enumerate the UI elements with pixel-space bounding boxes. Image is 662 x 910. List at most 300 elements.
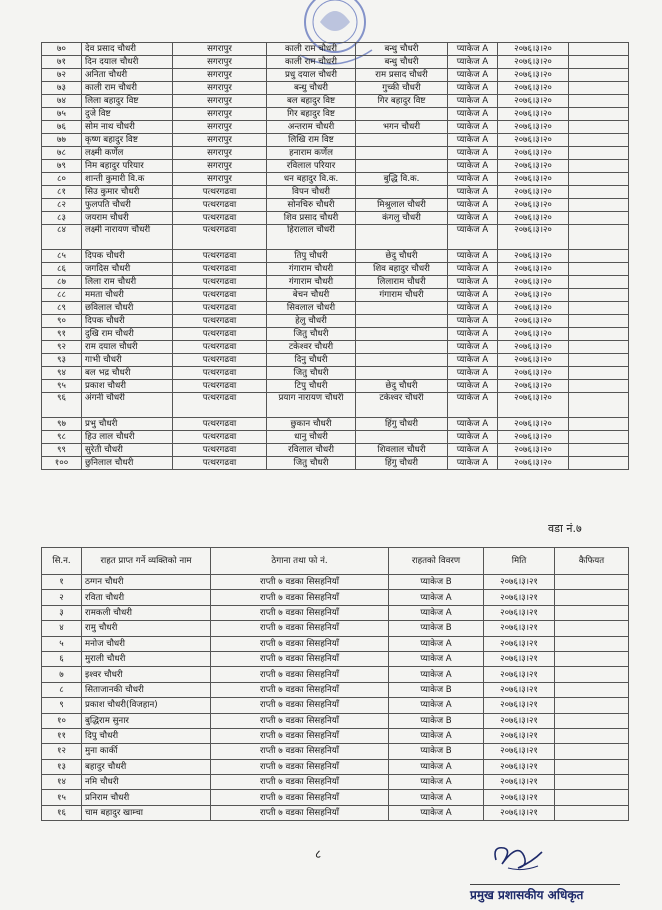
father-name-cell: हिरालाल चौधरी — [267, 225, 356, 250]
father-name-cell: रविलाल परियार — [267, 160, 356, 173]
address-cell: सगरापुर — [173, 108, 267, 121]
father-name-cell: तिपु चौधरी — [267, 250, 356, 263]
name-cell: ठग्गन चौधरी — [82, 575, 211, 590]
header-address: ठेगाना तथा फो नं. — [211, 548, 389, 575]
remarks-cell — [569, 186, 629, 199]
table-row — [42, 95, 629, 108]
date-cell: २०७६।३।२० — [498, 276, 569, 289]
name-cell: ममता चौधरी — [82, 289, 173, 302]
address-cell: सगरापुर — [173, 69, 267, 82]
remarks-cell — [569, 457, 629, 470]
table-row — [42, 775, 629, 790]
serial-cell: ८७ — [42, 276, 82, 289]
date-cell: २०७६।३।२० — [498, 431, 569, 444]
father-name-cell: जितु चौधरी — [267, 457, 356, 470]
father-name-cell: छुकान चौधरी — [267, 418, 356, 431]
date-cell: २०७६।३।२० — [498, 393, 569, 418]
package-cell: प्याकेज A — [448, 69, 498, 82]
date-cell: २०७६।३।२१ — [484, 636, 555, 651]
remarks-cell — [569, 328, 629, 341]
remarks-cell — [569, 173, 629, 186]
serial-cell: ७० — [42, 43, 82, 56]
table-row — [42, 82, 629, 95]
table-row — [42, 636, 629, 651]
address-cell: राप्ती ७ वडका सिसहनियाँ — [211, 682, 389, 697]
page-number: ८ — [315, 847, 322, 861]
serial-cell: ९५ — [42, 380, 82, 393]
name-cell: मुना कार्की — [82, 744, 211, 759]
address-cell: पत्थरगढवा — [173, 367, 267, 380]
address-cell: राप्ती ७ वडका सिसहनियाँ — [211, 575, 389, 590]
table-row — [42, 698, 629, 713]
address-cell: पत्थरगढवा — [173, 341, 267, 354]
ward7-title: वडा नं.७ — [548, 522, 582, 535]
remarks-cell — [569, 276, 629, 289]
package-cell: प्याकेज A — [389, 667, 484, 682]
name-cell: अंगनी चौधरी — [82, 393, 173, 418]
address-cell: पत्थरगढवा — [173, 302, 267, 315]
date-cell: २०७६।३।२० — [498, 186, 569, 199]
grandfather-name-cell: मिश्रुलाल चौधरी — [356, 199, 448, 212]
package-cell: प्याकेज A — [448, 95, 498, 108]
date-cell: २०७६।३।२० — [498, 457, 569, 470]
address-cell: राप्ती ७ वडका सिसहनियाँ — [211, 775, 389, 790]
remarks-cell — [569, 289, 629, 302]
remarks-cell — [569, 250, 629, 263]
date-cell: २०७६।३।२१ — [484, 605, 555, 620]
date-cell: २०७६।३।२० — [498, 354, 569, 367]
package-cell: प्याकेज A — [448, 457, 498, 470]
name-cell: दिपु चौधरी — [82, 728, 211, 743]
grandfather-name-cell: गंगाराम चौधरी — [356, 289, 448, 302]
package-cell: प्याकेज A — [448, 121, 498, 134]
grandfather-name-cell — [356, 134, 448, 147]
package-cell: प्याकेज A — [448, 134, 498, 147]
remarks-cell — [555, 805, 629, 820]
serial-cell: ९८ — [42, 431, 82, 444]
table-row — [42, 121, 629, 134]
package-cell: प्याकेज A — [448, 82, 498, 95]
serial-cell: ९२ — [42, 341, 82, 354]
address-cell: सगरापुर — [173, 160, 267, 173]
father-name-cell: गिर बहादुर विष्ट — [267, 108, 356, 121]
table-row — [42, 605, 629, 620]
father-name-cell: जितु चौधरी — [267, 367, 356, 380]
date-cell: २०७६।३।२० — [498, 43, 569, 56]
remarks-cell — [569, 418, 629, 431]
remarks-cell — [555, 682, 629, 697]
package-cell: प्याकेज A — [389, 651, 484, 666]
package-cell: प्याकेज B — [389, 575, 484, 590]
package-cell: प्याकेज A — [389, 790, 484, 805]
name-cell: दुखि राम चौधरी — [82, 328, 173, 341]
grandfather-name-cell: भगन चौधरी — [356, 121, 448, 134]
remarks-cell — [569, 95, 629, 108]
serial-cell: १५ — [42, 790, 82, 805]
serial-cell: १६ — [42, 805, 82, 820]
table-row — [42, 457, 629, 470]
package-cell: प्याकेज B — [389, 621, 484, 636]
grandfather-name-cell: हिंगु चौधरी — [356, 457, 448, 470]
address-cell: राप्ती ७ वडका सिसहनियाँ — [211, 805, 389, 820]
address-cell: पत्थरगढवा — [173, 457, 267, 470]
package-cell: प्याकेज A — [448, 418, 498, 431]
serial-cell: ९४ — [42, 367, 82, 380]
package-cell: प्याकेज A — [448, 250, 498, 263]
grandfather-name-cell: शिवलाल चौधरी — [356, 444, 448, 457]
date-cell: २०७६।३।२० — [498, 225, 569, 250]
table-row — [42, 328, 629, 341]
remarks-cell — [569, 341, 629, 354]
address-cell: सगरापुर — [173, 95, 267, 108]
father-name-cell: विपन चौधरी — [267, 186, 356, 199]
address-cell: पत्थरगढवा — [173, 418, 267, 431]
name-cell: छुनिलाल चौधरी — [82, 457, 173, 470]
father-name-cell: टकेश्वर चौधरी — [267, 341, 356, 354]
package-cell: प्याकेज A — [448, 315, 498, 328]
name-cell: सोम नाथ चौधरी — [82, 121, 173, 134]
address-cell: राप्ती ७ वडका सिसहनियाँ — [211, 636, 389, 651]
serial-cell: ९ — [42, 698, 82, 713]
table-row — [42, 367, 629, 380]
father-name-cell: बेचन चौधरी — [267, 289, 356, 302]
serial-cell: ९६ — [42, 393, 82, 418]
remarks-cell — [555, 575, 629, 590]
table-row — [42, 276, 629, 289]
grandfather-name-cell: राम प्रसाद चौधरी — [356, 69, 448, 82]
grandfather-name-cell — [356, 302, 448, 315]
remarks-cell — [555, 775, 629, 790]
table-row — [42, 302, 629, 315]
name-cell: निम बहादुर परियार — [82, 160, 173, 173]
table-row — [42, 667, 629, 682]
remarks-cell — [569, 121, 629, 134]
table-row — [42, 108, 629, 121]
address-cell: राप्ती ७ वडका सिसहनियाँ — [211, 728, 389, 743]
address-cell: पत्थरगढवा — [173, 393, 267, 418]
address-cell: पत्थरगढवा — [173, 315, 267, 328]
remarks-cell — [569, 134, 629, 147]
father-name-cell: टिपु चौधरी — [267, 380, 356, 393]
date-cell: २०७६।३।२० — [498, 69, 569, 82]
table-row — [42, 728, 629, 743]
name-cell: प्रनिराम चौधरी — [82, 790, 211, 805]
table-row — [42, 186, 629, 199]
remarks-cell — [569, 82, 629, 95]
table-row — [42, 444, 629, 457]
package-cell: प्याकेज A — [389, 636, 484, 651]
remarks-cell — [555, 651, 629, 666]
table-row — [42, 805, 629, 820]
package-cell: प्याकेज A — [448, 212, 498, 225]
name-cell: छविलाल चौधरी — [82, 302, 173, 315]
package-cell: प्याकेज B — [389, 713, 484, 728]
table-row — [42, 263, 629, 276]
serial-cell: ११ — [42, 728, 82, 743]
name-cell: जयराम चौधरी — [82, 212, 173, 225]
father-name-cell: सोनचिरु चौधरी — [267, 199, 356, 212]
table-row — [42, 56, 629, 69]
table-row — [42, 43, 629, 56]
table-row — [42, 682, 629, 697]
header-name: राहत प्राप्त गर्ने व्यक्तिको नाम — [82, 548, 211, 575]
name-cell: दुजे विष्ट — [82, 108, 173, 121]
date-cell: २०७६।३।२१ — [484, 590, 555, 605]
serial-cell: ७४ — [42, 95, 82, 108]
table-row — [42, 790, 629, 805]
package-cell: प्याकेज B — [389, 744, 484, 759]
remarks-cell — [569, 315, 629, 328]
date-cell: २०७६।३।२० — [498, 367, 569, 380]
grandfather-name-cell: गुच्की चौधरी — [356, 82, 448, 95]
date-cell: २०७६।३।२० — [498, 173, 569, 186]
serial-cell: २ — [42, 590, 82, 605]
remarks-cell — [555, 759, 629, 774]
table-row — [42, 212, 629, 225]
remarks-cell — [569, 367, 629, 380]
remarks-cell — [555, 590, 629, 605]
table-row — [42, 431, 629, 444]
grandfather-name-cell — [356, 186, 448, 199]
name-cell: हिउ लाल चौधरी — [82, 431, 173, 444]
package-cell: प्याकेज A — [448, 160, 498, 173]
address-cell: सगरापुर — [173, 173, 267, 186]
package-cell: प्याकेज A — [448, 367, 498, 380]
serial-cell: ८९ — [42, 302, 82, 315]
address-cell: राप्ती ७ वडका सिसहनियाँ — [211, 651, 389, 666]
name-cell: सिताजानकी चौधरी — [82, 682, 211, 697]
package-cell: प्याकेज A — [389, 805, 484, 820]
address-cell: पत्थरगढवा — [173, 225, 267, 250]
table-row — [42, 621, 629, 636]
package-cell: प्याकेज A — [448, 444, 498, 457]
table-row — [42, 173, 629, 186]
name-cell: काली राम चौधरी — [82, 82, 173, 95]
grandfather-name-cell — [356, 160, 448, 173]
table-row — [42, 341, 629, 354]
serial-cell: ४ — [42, 621, 82, 636]
table-row — [42, 315, 629, 328]
signature-line — [470, 884, 620, 885]
package-cell: प्याकेज A — [448, 431, 498, 444]
name-cell: प्रकाश चौधरी(विजहान) — [82, 698, 211, 713]
date-cell: २०७६।३।२० — [498, 199, 569, 212]
serial-cell: ९१ — [42, 328, 82, 341]
address-cell: सगरापुर — [173, 121, 267, 134]
date-cell: २०७६।३।२१ — [484, 744, 555, 759]
date-cell: २०७६।३।२० — [498, 108, 569, 121]
name-cell: लिला बहादुर विष्ट — [82, 95, 173, 108]
package-cell: प्याकेज A — [448, 56, 498, 69]
address-cell: पत्थरगढवा — [173, 444, 267, 457]
package-cell: प्याकेज A — [448, 328, 498, 341]
address-cell: राप्ती ७ वडका सिसहनियाँ — [211, 759, 389, 774]
package-cell: प्याकेज A — [389, 605, 484, 620]
table-row — [42, 250, 629, 263]
table-row — [42, 199, 629, 212]
address-cell: पत्थरगढवा — [173, 380, 267, 393]
remarks-cell — [569, 393, 629, 418]
remarks-cell — [569, 199, 629, 212]
remarks-cell — [569, 354, 629, 367]
remarks-cell — [569, 212, 629, 225]
name-cell: सिउ कुमार चौधरी — [82, 186, 173, 199]
remarks-cell — [569, 444, 629, 457]
father-name-cell: दिनु चौधरी — [267, 354, 356, 367]
package-cell: प्याकेज A — [448, 341, 498, 354]
table-row — [42, 393, 629, 418]
name-cell: प्रकाश चौधरी — [82, 380, 173, 393]
serial-cell: ५ — [42, 636, 82, 651]
serial-cell: ३ — [42, 605, 82, 620]
address-cell: पत्थरगढवा — [173, 212, 267, 225]
address-cell: पत्थरगढवा — [173, 328, 267, 341]
name-cell: देव प्रसाद चौधरी — [82, 43, 173, 56]
address-cell: राप्ती ७ वडका सिसहनियाँ — [211, 698, 389, 713]
remarks-cell — [569, 43, 629, 56]
serial-cell: ८८ — [42, 289, 82, 302]
table-row — [42, 651, 629, 666]
package-cell: प्याकेज A — [448, 380, 498, 393]
serial-cell: ७७ — [42, 134, 82, 147]
address-cell: पत्थरगढवा — [173, 276, 267, 289]
date-cell: २०७६।३।२१ — [484, 805, 555, 820]
package-cell: प्याकेज A — [389, 728, 484, 743]
package-cell: प्याकेज A — [448, 186, 498, 199]
grandfather-name-cell — [356, 108, 448, 121]
remarks-cell — [569, 225, 629, 250]
ward7-beneficiary-table — [41, 547, 629, 821]
father-name-cell: बन्धु चौधरी — [267, 82, 356, 95]
address-cell: राप्ती ७ वडका सिसहनियाँ — [211, 605, 389, 620]
date-cell: २०७६।३।२१ — [484, 698, 555, 713]
name-cell: चाम बहादुर खाम्चा — [82, 805, 211, 820]
remarks-cell — [569, 302, 629, 315]
serial-cell: ८४ — [42, 225, 82, 250]
date-cell: २०७६।३।२० — [498, 160, 569, 173]
name-cell: मुराली चौधरी — [82, 651, 211, 666]
name-cell: जगदिस चौधरी — [82, 263, 173, 276]
date-cell: २०७६।३।२१ — [484, 651, 555, 666]
signature-mark — [488, 838, 548, 876]
address-cell: राप्ती ७ वडका सिसहनियाँ — [211, 790, 389, 805]
serial-cell: ७३ — [42, 82, 82, 95]
date-cell: २०७६।३।२० — [498, 263, 569, 276]
serial-cell: ९७ — [42, 418, 82, 431]
address-cell: पत्थरगढवा — [173, 199, 267, 212]
serial-cell: ६ — [42, 651, 82, 666]
address-cell: पत्थरगढवा — [173, 250, 267, 263]
remarks-cell — [555, 790, 629, 805]
address-cell: सगरापुर — [173, 134, 267, 147]
table-row — [42, 418, 629, 431]
package-cell: प्याकेज A — [389, 759, 484, 774]
name-cell: लक्ष्मी नारायण चौधरी — [82, 225, 173, 250]
grandfather-name-cell — [356, 328, 448, 341]
father-name-cell: काली राम चौधरी — [267, 43, 356, 56]
name-cell: दिन दयाल चौधरी — [82, 56, 173, 69]
table-row — [42, 744, 629, 759]
serial-cell: ७२ — [42, 69, 82, 82]
package-cell: प्याकेज A — [448, 147, 498, 160]
grandfather-name-cell: बुद्धि वि.क. — [356, 173, 448, 186]
serial-cell: ८५ — [42, 250, 82, 263]
table-header-row — [42, 548, 629, 575]
father-name-cell: हेलु चौधरी — [267, 315, 356, 328]
package-cell: प्याकेज A — [448, 302, 498, 315]
name-cell: दिपक चौधरी — [82, 250, 173, 263]
date-cell: २०७६।३।२० — [498, 56, 569, 69]
name-cell: बल भद्र चौधरी — [82, 367, 173, 380]
table-row — [42, 380, 629, 393]
date-cell: २०७६।३।२० — [498, 302, 569, 315]
grandfather-name-cell — [356, 315, 448, 328]
father-name-cell: हनाराम कर्णेल — [267, 147, 356, 160]
package-cell: प्याकेज A — [448, 199, 498, 212]
date-cell: २०७६।३।२० — [498, 315, 569, 328]
serial-cell: ९० — [42, 315, 82, 328]
serial-cell: ७५ — [42, 108, 82, 121]
father-name-cell: धन बहादुर वि.क. — [267, 173, 356, 186]
father-name-cell: प्रधु दयाल चौधरी — [267, 69, 356, 82]
date-cell: २०७६।३।२१ — [484, 759, 555, 774]
name-cell: मनोज चौधरी — [82, 636, 211, 651]
header-serial: सि.न. — [42, 548, 82, 575]
remarks-cell — [569, 56, 629, 69]
package-cell: प्याकेज B — [389, 682, 484, 697]
name-cell: इश्वर चौधरी — [82, 667, 211, 682]
remarks-cell — [569, 431, 629, 444]
serial-cell: ९९ — [42, 444, 82, 457]
father-name-cell: काली राम चौधरी — [267, 56, 356, 69]
package-cell: प्याकेज A — [448, 173, 498, 186]
remarks-cell — [555, 605, 629, 620]
date-cell: २०७६।३।२० — [498, 147, 569, 160]
date-cell: २०७६।३।२० — [498, 82, 569, 95]
date-cell: २०७६।३।२१ — [484, 575, 555, 590]
package-cell: प्याकेज A — [448, 263, 498, 276]
address-cell: पत्थरगढवा — [173, 186, 267, 199]
address-cell: सगरापुर — [173, 147, 267, 160]
serial-cell: ८६ — [42, 263, 82, 276]
father-name-cell: गंगाराम चौधरी — [267, 276, 356, 289]
name-cell: नमि चौधरी — [82, 775, 211, 790]
name-cell: अनिता चौधरी — [82, 69, 173, 82]
date-cell: २०७६।३।२० — [498, 418, 569, 431]
table-row — [42, 160, 629, 173]
date-cell: २०७६।३।२१ — [484, 728, 555, 743]
serial-cell: ८२ — [42, 199, 82, 212]
table-row — [42, 147, 629, 160]
address-cell: सगरापुर — [173, 43, 267, 56]
date-cell: २०७६।३।२१ — [484, 667, 555, 682]
remarks-cell — [555, 713, 629, 728]
package-cell: प्याकेज A — [448, 393, 498, 418]
date-cell: २०७६।३।२० — [498, 444, 569, 457]
address-cell: राप्ती ७ वडका सिसहनियाँ — [211, 621, 389, 636]
grandfather-name-cell: हिंगु चौधरी — [356, 418, 448, 431]
remarks-cell — [555, 744, 629, 759]
father-name-cell: बल बहादुर विष्ट — [267, 95, 356, 108]
name-cell: बुद्धिराम सुनार — [82, 713, 211, 728]
remarks-cell — [569, 69, 629, 82]
table-row — [42, 69, 629, 82]
remarks-cell — [569, 263, 629, 276]
serial-cell: ७ — [42, 667, 82, 682]
serial-cell: ७१ — [42, 56, 82, 69]
father-name-cell: रविलाल चौधरी — [267, 444, 356, 457]
grandfather-name-cell: गिर बहादुर विष्ट — [356, 95, 448, 108]
